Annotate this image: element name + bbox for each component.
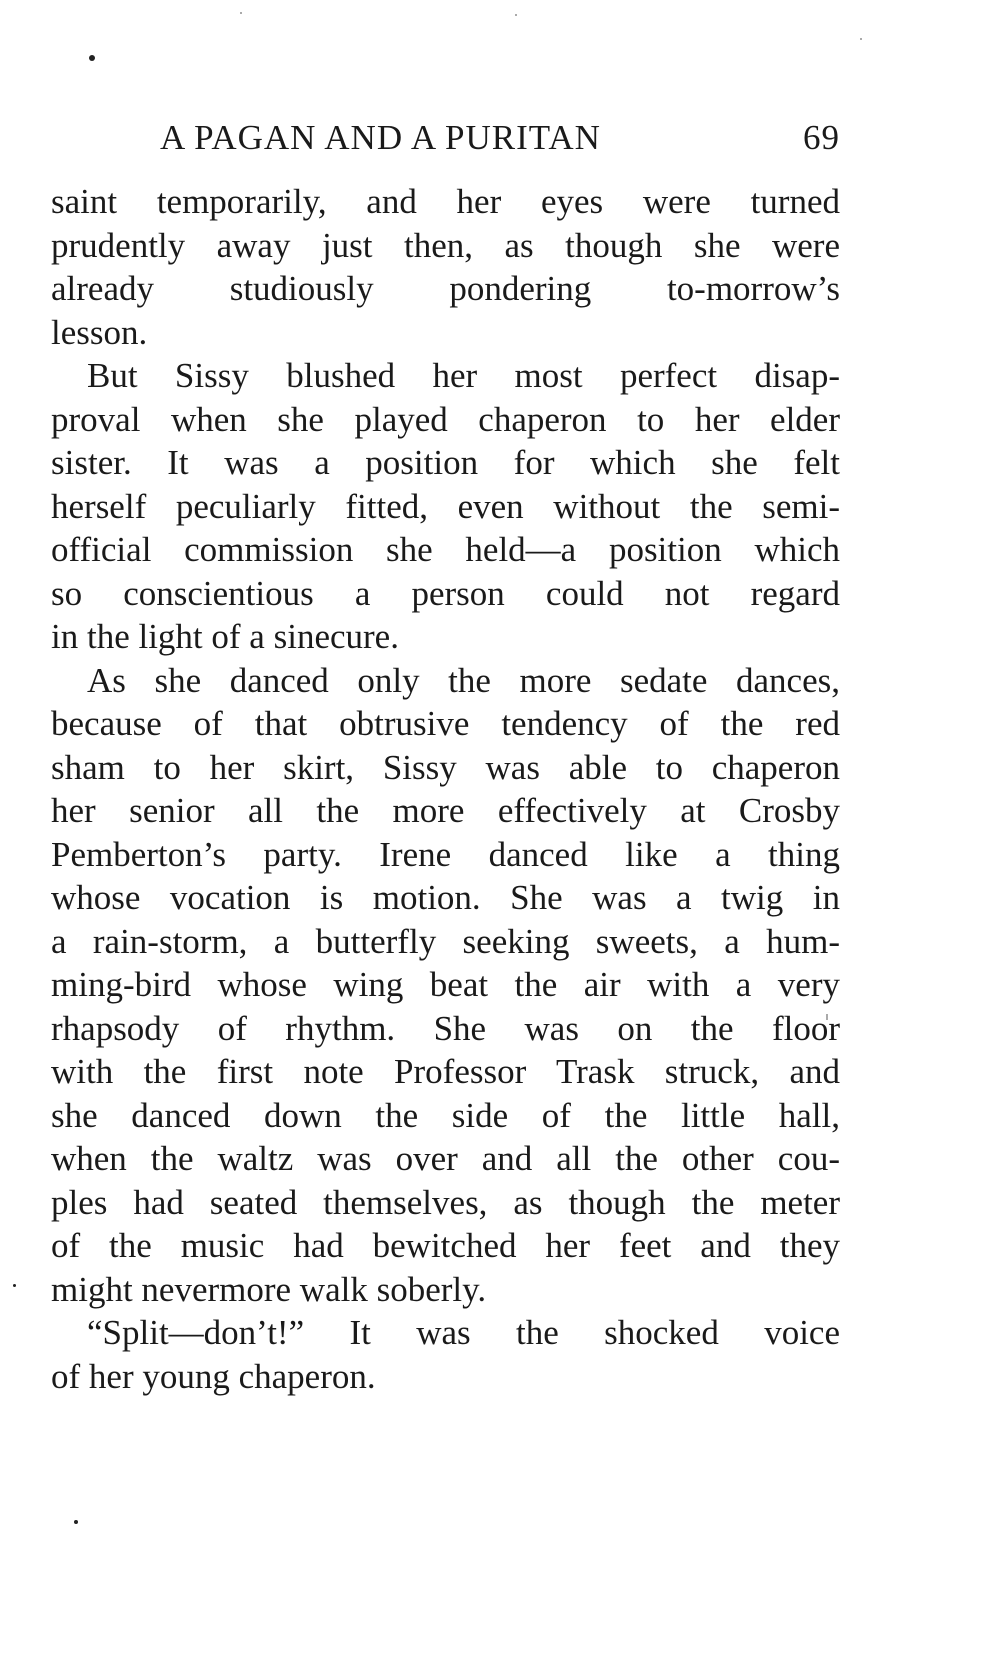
text-line: already studiously pondering to-morrow’s [51,269,840,308]
text-line: because of that obtrusive tendency of the red [51,704,840,743]
text-line: Pemberton’s party. Irene danced like a thing [51,834,840,874]
text-line: official commission she held—a position which [51,530,840,569]
text-line: might nevermore walk soberly. [51,1269,487,1309]
running-title: A PAGAN AND A PURITAN [160,118,601,157]
text-line: of her young chaperon. [51,1356,376,1396]
body-text [51,180,840,1398]
text-line: whose vocation is motion. She was a twig in [51,878,840,917]
text-line: herself peculiarly fitted, even without the semi- [51,486,840,526]
text-line: ples had seated themselves, as though the meter [51,1182,840,1222]
text-line: in the light of a sinecure. [51,617,399,656]
text-line: saint temporarily, and her eyes were turned [51,182,840,221]
text-line: so conscientious a person could not regard [51,573,840,613]
text-line: when the waltz was over and all the other cou- [51,1139,840,1178]
ink-speck [74,1520,78,1524]
text-line: a rain-storm, a butterfly seeking sweets, a hum- [51,921,840,961]
text-line: As she danced only the more sedate dances, [87,660,840,700]
ink-speck [515,14,517,16]
text-line: But Sissy blushed her most perfect disap- [87,356,840,395]
text-line: sister. It was a position for which she felt [51,443,840,482]
text-line: ming-bird whose wing beat the air with a very [51,965,840,1004]
text-line: rhapsody of rhythm. She was on the floor [51,1008,840,1048]
ink-speck [240,12,242,14]
text-line: sham to her skirt, Sissy was able to chaperon [51,747,840,787]
text-line: lesson. [51,312,148,352]
ink-speck [860,38,862,40]
ink-speck [89,55,95,61]
text-line: with the first note Professor Trask struck, and [51,1052,840,1091]
paragraph [51,1311,840,1398]
text-line: her senior all the more effectively at Crosby [51,791,840,830]
ink-speck [13,1284,16,1287]
paragraph [51,659,840,1312]
text-line: “Split—don’t!” It was the shocked voice [87,1313,840,1352]
text-line: of the music had bewitched her feet and they [51,1226,840,1265]
running-header [160,118,840,162]
paragraph [51,180,840,354]
text-line: proval when she played chaperon to her elder [51,399,840,439]
paragraph [51,354,840,659]
text-line: prudently away just then, as though she were [51,225,840,265]
page-number: 69 [803,118,840,157]
text-line: she danced down the side of the little hall, [51,1095,840,1135]
